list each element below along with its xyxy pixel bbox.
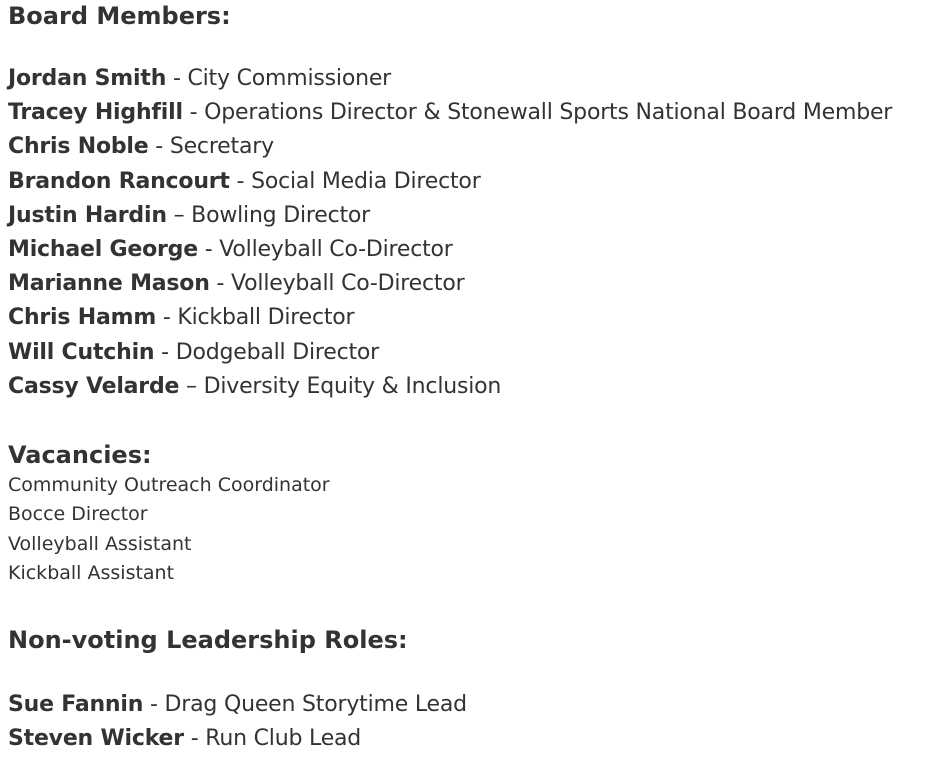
member-separator: - bbox=[182, 100, 205, 126]
board-members-list bbox=[8, 62, 933, 404]
board-member-row bbox=[8, 165, 933, 199]
vacancies-heading: Vacancies: bbox=[8, 441, 152, 470]
board-member-row bbox=[8, 62, 933, 96]
member-role: Drag Queen Storytime Lead bbox=[164, 692, 467, 718]
member-name: Chris Hamm bbox=[8, 305, 157, 331]
member-name: Michael George bbox=[8, 237, 198, 263]
board-document bbox=[8, 0, 933, 757]
member-name: Chris Noble bbox=[8, 134, 149, 160]
member-role: Kickball Director bbox=[177, 305, 355, 331]
board-member-row bbox=[8, 370, 933, 404]
vacancy-item: Volleyball Assistant bbox=[8, 532, 192, 555]
member-role: Bowling Director bbox=[191, 202, 371, 228]
member-role: Operations Director & Stonewall Sports National Board Member bbox=[204, 100, 893, 126]
member-separator: - bbox=[197, 237, 220, 263]
member-role: City Commissioner bbox=[187, 66, 392, 91]
board-member-row bbox=[8, 96, 933, 130]
board-members-heading: Board Members: bbox=[8, 2, 231, 30]
member-role: Social Media Director bbox=[251, 168, 481, 194]
member-separator: - bbox=[148, 134, 170, 160]
member-role: Dodgeball Director bbox=[175, 339, 380, 365]
board-member-row bbox=[8, 336, 933, 370]
member-name: Marianne Mason bbox=[8, 271, 210, 297]
member-role: Secretary bbox=[169, 134, 274, 160]
nonvoting-member-row bbox=[8, 688, 933, 722]
nonvoting-member-row bbox=[8, 722, 933, 756]
member-separator: - bbox=[143, 692, 165, 718]
board-member-row bbox=[8, 233, 933, 267]
vacancy-item: Community Outreach Coordinator bbox=[8, 474, 330, 497]
member-role: Run Club Lead bbox=[205, 726, 362, 752]
member-separator: - bbox=[229, 168, 252, 194]
board-member-row bbox=[8, 267, 933, 301]
member-name: Sue Fannin bbox=[8, 692, 144, 718]
vacancies-list bbox=[8, 471, 933, 588]
member-name: Tracey Highfill bbox=[8, 100, 183, 126]
member-name: Cassy Velarde bbox=[8, 373, 180, 399]
board-member-row bbox=[8, 301, 933, 335]
member-separator: - bbox=[209, 271, 232, 297]
board-member-row bbox=[8, 199, 933, 233]
member-separator: - bbox=[183, 726, 206, 752]
member-role: Diversity Equity & Inclusion bbox=[203, 373, 502, 399]
member-name: Jordan Smith bbox=[8, 66, 167, 91]
nonvoting-roles-list bbox=[8, 688, 933, 756]
member-separator: - bbox=[154, 339, 176, 365]
member-name: Will Cutchin bbox=[8, 339, 155, 365]
nonvoting-roles-heading: Non-voting Leadership Roles: bbox=[8, 626, 408, 655]
member-separator: - bbox=[156, 305, 178, 331]
member-role: Volleyball Co-Director bbox=[231, 271, 465, 297]
member-separator: – bbox=[166, 202, 192, 228]
vacancy-item: Kickball Assistant bbox=[8, 561, 175, 584]
member-name: Justin Hardin bbox=[8, 202, 167, 228]
member-separator: – bbox=[179, 373, 204, 399]
member-separator: - bbox=[166, 66, 188, 91]
member-name: Brandon Rancourt bbox=[8, 168, 230, 194]
vacancy-item: Bocce Director bbox=[8, 503, 148, 526]
member-role: Volleyball Co-Director bbox=[219, 237, 453, 263]
board-member-row bbox=[8, 130, 933, 164]
member-name: Steven Wicker bbox=[8, 726, 184, 752]
